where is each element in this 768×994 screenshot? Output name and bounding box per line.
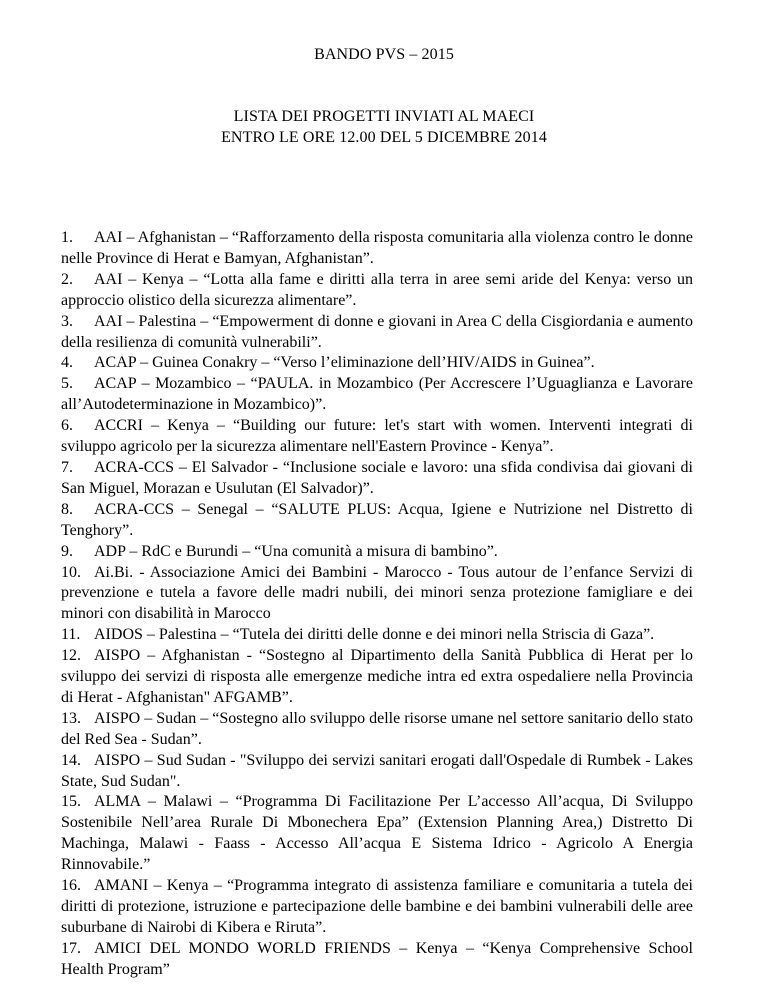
list-item-text: ACAP – Guinea Conakry – “Verso l’eliminazione dell’HIV/AIDS in Guinea”. — [94, 354, 595, 372]
list-item-number: 8. — [61, 500, 73, 518]
list-item-text: AAI – Afghanistan – “Rafforzamento della risposta comunitaria alla violenza contro le donne nelle Province di Herat e Bamyan, Afghanistan”. — [61, 229, 693, 267]
list-item-number: 15. — [61, 793, 81, 811]
list-item-number: 10. — [61, 563, 81, 581]
list-item-number: 17. — [61, 939, 81, 957]
list-item-number: 16. — [61, 877, 81, 895]
list-item — [61, 458, 693, 500]
list-item-text: ADP – RdC e Burundi – “Una comunità a misura di bambino”. — [94, 542, 498, 560]
list-item — [61, 228, 693, 270]
document-subtitle-line-2: ENTRO LE ORE 12.00 DEL 5 DICEMBRE 2014 — [221, 129, 547, 146]
list-item — [61, 792, 693, 876]
list-item-number: 2. — [61, 270, 73, 288]
list-item-text: ACCRI – Kenya – “Building our future: let's start with women. Interventi integrati di sviluppo agricolo per la sicurezza alimentare nell'Eastern Province - Kenya”. — [61, 417, 693, 456]
list-item-number: 7. — [61, 458, 73, 476]
list-item-text: AAI – Kenya – “Lotta alla fame e diritti alla terra in aree semi aride del Kenya: verso un approccio olistico della sicurezza alimentare”. — [61, 270, 693, 309]
list-item — [61, 353, 693, 374]
list-item — [61, 500, 693, 542]
list-item-text: ACAP – Mozambico – “PAULA. in Mozambico (Per Accrescere l’Uguaglianza e Lavorare all’Autodeterminazione in Mozambico)”. — [61, 375, 693, 414]
list-item-number: 14. — [61, 751, 81, 769]
list-item-text: ALMA – Malawi – “Programma Di Facilitazione Per L’accesso All’acqua, Di Sviluppo Sostenibile Nell’area Rurale Di Mbonechera Epa” (Extension Planning Area,) Distretto Di Machinga, Malawi - Faass - Accesso All’acqua E Sistema Idrico - Agricolo A Energia Rinnovabile.” — [61, 793, 693, 874]
project-list — [61, 228, 693, 981]
list-item-number: 6. — [61, 417, 73, 435]
list-item-number: 11. — [61, 626, 81, 644]
list-item-text: AISPO – Afghanistan - “Sostegno al Dipartimento della Sanità Pubblica di Herat per lo sviluppo dei servizi di risposta alle emergenze mediche intra ed extra ospedaliere nella Provincia di Herat - Afghanistan" AFGAMB”. — [61, 647, 693, 706]
list-item — [61, 939, 693, 981]
list-item-text: AAI – Palestina – “Empowerment di donne e giovani in Area C della Cisgiordania e aumento della resilienza di comunità vulnerabili”. — [61, 312, 693, 351]
list-item — [61, 646, 693, 709]
list-item-text: ACRA-CCS – El Salvador - “Inclusione sociale e lavoro: una sfida condivisa dai giovani di San Miguel, Morazan e Usulutan (El Salvador)”. — [61, 458, 693, 497]
list-item-number: 9. — [61, 542, 73, 560]
list-item — [61, 416, 693, 458]
list-item-text: Ai.Bi. - Associazione Amici dei Bambini - Marocco - Tous autour de l’enfance Servizi di prevenzione e tutela a favore delle madri nubili, dei minori senza protezione famigliare e dei minori con disabilità in Marocco — [61, 563, 693, 623]
list-item-number: 1. — [61, 229, 73, 246]
list-item-text: AMICI DEL MONDO WORLD FRIENDS – Kenya – “Kenya Comprehensive School Health Program” — [61, 939, 693, 978]
list-item — [61, 374, 693, 416]
list-item-number: 4. — [61, 354, 73, 372]
list-item-number: 5. — [61, 375, 73, 393]
list-item-number: 13. — [61, 709, 81, 727]
list-item-number: 3. — [61, 312, 73, 330]
list-item — [61, 625, 693, 646]
list-item — [61, 270, 693, 312]
list-item-number: 12. — [61, 647, 81, 665]
list-item — [61, 542, 693, 563]
list-item-text: AMANI – Kenya – “Programma integrato di assistenza familiare e comunitaria a tutela dei diritti di protezione, istruzione e partecipazione delle bambine e dei bambini vulnerabili delle aree suburbane di Nairobi di Kibera e Riruta”. — [61, 877, 693, 936]
document-title: BANDO PVS – 2015 — [314, 46, 454, 63]
list-item — [61, 563, 693, 626]
list-item-text: AISPO – Sudan – “Sostegno allo sviluppo delle risorse umane nel settore sanitario dello stato del Red Sea - Sudan”. — [61, 709, 694, 748]
list-item — [61, 312, 693, 354]
list-item-text: AISPO – Sud Sudan - "Sviluppo dei servizi sanitari erogati dall'Ospedale di Rumbek - Lakes State, Sud Sudan". — [61, 751, 693, 790]
document-subtitle-line-1: LISTA DEI PROGETTI INVIATI AL MAECI — [233, 108, 535, 125]
list-item-text: AIDOS – Palestina – “Tutela dei diritti delle donne e dei minori nella Striscia di Gaza”. — [94, 626, 655, 644]
list-item — [61, 751, 693, 793]
list-item — [61, 709, 693, 751]
list-item-text: ACRA-CCS – Senegal – “SALUTE PLUS: Acqua, Igiene e Nutrizione nel Distretto di Tenghory”. — [61, 500, 693, 539]
list-item — [61, 876, 693, 939]
